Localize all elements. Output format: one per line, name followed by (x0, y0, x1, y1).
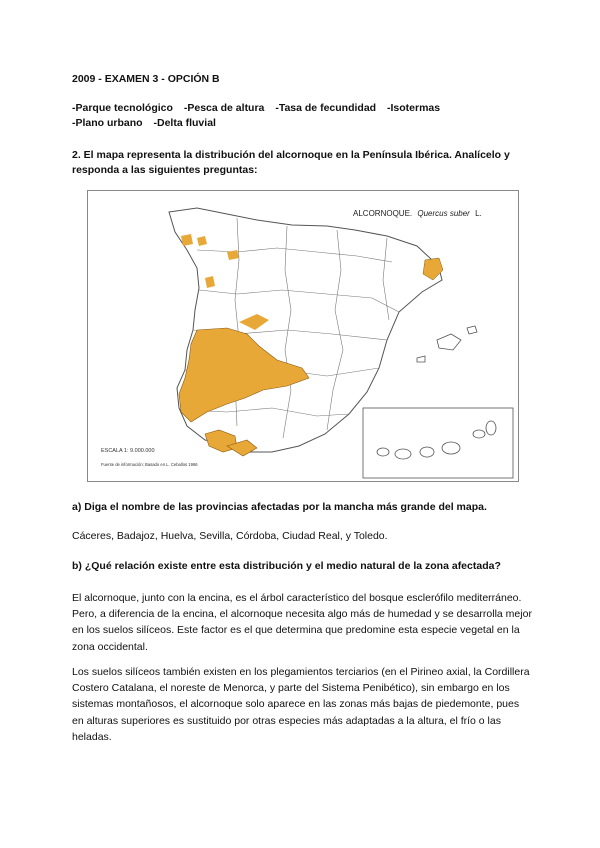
map-species: Quercus suber (417, 209, 470, 218)
question-a: a) Diga el nombre de las provincias afectadas por la mancha más grande del mapa. (72, 501, 487, 513)
map-source: Fuente de información: Basado en L. Ceballos 1966 (101, 462, 198, 467)
answer-b-paragraph-2: Los suelos silíceos también existen en los plegamientos terciarios (en el Pirineo axial, la Cordillera Costero Catalana, el noreste de Menorca, y parte del Sistema Penibético), sin embargo en los sistemas montañosos, el alcornoque solo aparece en las zonas más bajas de piedemonte, pues en alturas superiores es sustituido por otras especies más adaptadas a la altura, el frío o las heladas. (72, 666, 530, 743)
cork-oak-distribution-map (87, 190, 519, 482)
galicia-patch (181, 234, 193, 246)
term-item: -Plano urbano (72, 117, 143, 129)
term-item: -Delta fluvial (153, 117, 216, 129)
term-item: -Pesca de altura (183, 102, 265, 114)
map-author: L. (475, 209, 482, 218)
question-b: b) ¿Qué relación existe entre esta distribución y el medio natural de la zona afectada? (72, 560, 501, 572)
canary-inset (363, 408, 513, 478)
exam-title: 2009 - EXAMEN 3 - OPCIÓN B (72, 73, 220, 85)
svg-text:ALCORNOQUE. Quercus suber (353, 209, 482, 218)
term-item: -Isotermas (387, 102, 441, 114)
answer-a: Cáceres, Badajoz, Huelva, Sevilla, Córdoba, Ciudad Real, y Toledo. (72, 530, 388, 542)
map-title: ALCORNOQUE. (353, 209, 413, 218)
answer-b-paragraph-1: El alcornoque, junto con la encina, es el árbol característico del bosque esclerófilo mediterráneo. Pero, a diferencia de la encina, el alcornoque necesita algo más de humedad y se desarrolla mejor en los suelos silíceos. Este factor es el que determina que predomine esta especie vegetal en la zona occidental. (72, 592, 532, 653)
terms-list (72, 101, 532, 131)
question-2: 2. El mapa representa la distribución del alcornoque en la Península Ibérica. Analícelo y responda a las siguientes preguntas: (72, 149, 510, 176)
map-scale: ESCALA 1: 9.000.000 (101, 448, 155, 454)
term-item: -Parque tecnológico (72, 102, 173, 114)
term-item: -Tasa de fecundidad (275, 102, 377, 114)
